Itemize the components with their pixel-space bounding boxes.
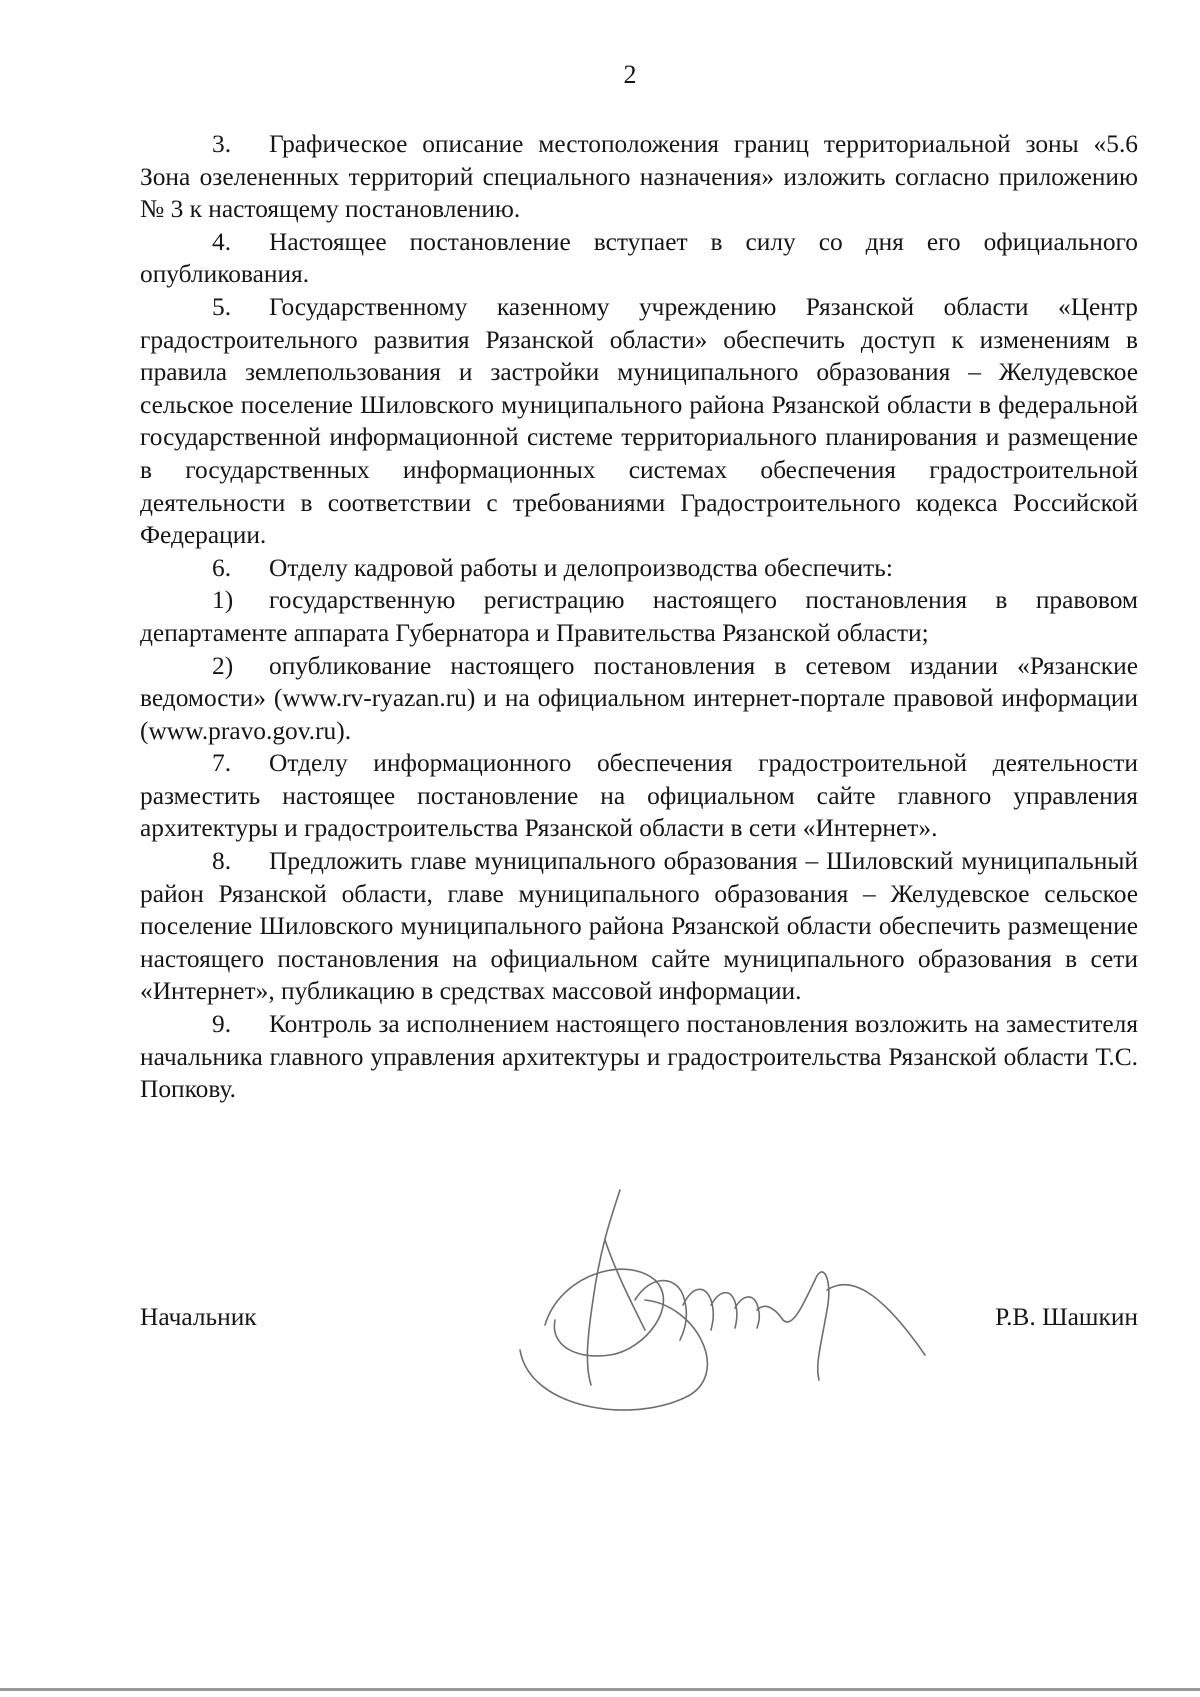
- paragraph-6-2: [140, 650, 1138, 748]
- paragraph-8: [140, 845, 1138, 1008]
- signatory-name: Р.В. Шашкин: [995, 1303, 1138, 1331]
- paragraph-text: государственную регистрацию настоящего постановления в правовом департаменте аппарата Губернатора и Правительства Рязанской области;: [140, 586, 1138, 647]
- paragraph-number: 4.: [212, 227, 232, 256]
- paragraph-number: 7.: [212, 749, 232, 778]
- paragraph-number: 5.: [212, 292, 232, 321]
- paragraph-text: Предложить главе муниципального образования – Шиловский муниципальный район Рязанской области, главе муниципального образования – Желудевское сельское поселение Шиловского муниципального района Рязанской области обеспечить размещение настоящего постановления на официальном сайте муниципального образования в сети «Интернет», публикацию в средствах массовой информации.: [140, 847, 1138, 1006]
- paragraph-text: Отделу информационного обеспечения градостроительной деятельности разместить настоящее постановление на официальном сайте главного управления архитектуры и градостроительства Рязанской области в сети «Интернет».: [140, 749, 1138, 843]
- paragraph-9: [140, 1008, 1138, 1106]
- paragraph-number: 1): [212, 586, 234, 615]
- paragraph-text: Государственному казенному учреждению Рязанской области «Центр градостроительного развития Рязанской области» обеспечить доступ к изменениям в правила землепользования и застройки муниципального образования – Желудевское сельское поселение Шиловского муниципального района Рязанской области в федеральной государственной информационной системе территориального планирования и размещение в государственных информационных системах обеспечения градостроительной деятельности в соответствии с требованиями Градостроительного кодекса Российской Федерации.: [140, 292, 1138, 550]
- paragraph-number: 6.: [212, 553, 232, 582]
- paragraph-3: [140, 128, 1138, 226]
- paragraph-number: 9.: [212, 1010, 232, 1039]
- paragraph-5: [140, 291, 1138, 552]
- paragraph-text: Настоящее постановление вступает в силу со дня его официального опубликования.: [140, 227, 1138, 289]
- signatory-title: Начальник: [140, 1303, 257, 1331]
- handwritten-signature: [515, 1180, 935, 1420]
- paragraph-number: 8.: [212, 847, 232, 876]
- paragraph-6-1: [140, 584, 1138, 649]
- paragraph-text: Отделу кадровой работы и делопроизводства обеспечить:: [269, 553, 893, 582]
- paragraph-number: 3.: [212, 130, 232, 158]
- paragraph-6: [140, 552, 1138, 585]
- page-number: 2: [623, 60, 637, 89]
- paragraph-7: [140, 747, 1138, 845]
- bottom-scan-edge: [0, 1688, 1200, 1691]
- paragraph-text: Контроль за исполнением настоящего постановления возложить на заместителя начальника главного управления архитектуры и градостроительства Рязанской области Т.С. Попкову.: [140, 1010, 1138, 1104]
- document-body: [140, 128, 1138, 1106]
- paragraph-text: опубликование настоящего постановления в сетевом издании «Рязанские ведомости» (www.rv-ryazan.ru) и на официальном интернет-портале правовой информации (www.pravo.gov.ru).: [140, 651, 1138, 745]
- paragraph-number: 2): [212, 651, 234, 680]
- paragraph-text: Графическое описание местоположения границ территориальной зоны «5.6 Зона озелененных территорий специального назначения» изложить согласно приложению № 3 к настоящему постановлению.: [140, 130, 1138, 224]
- paragraph-4: [140, 226, 1138, 291]
